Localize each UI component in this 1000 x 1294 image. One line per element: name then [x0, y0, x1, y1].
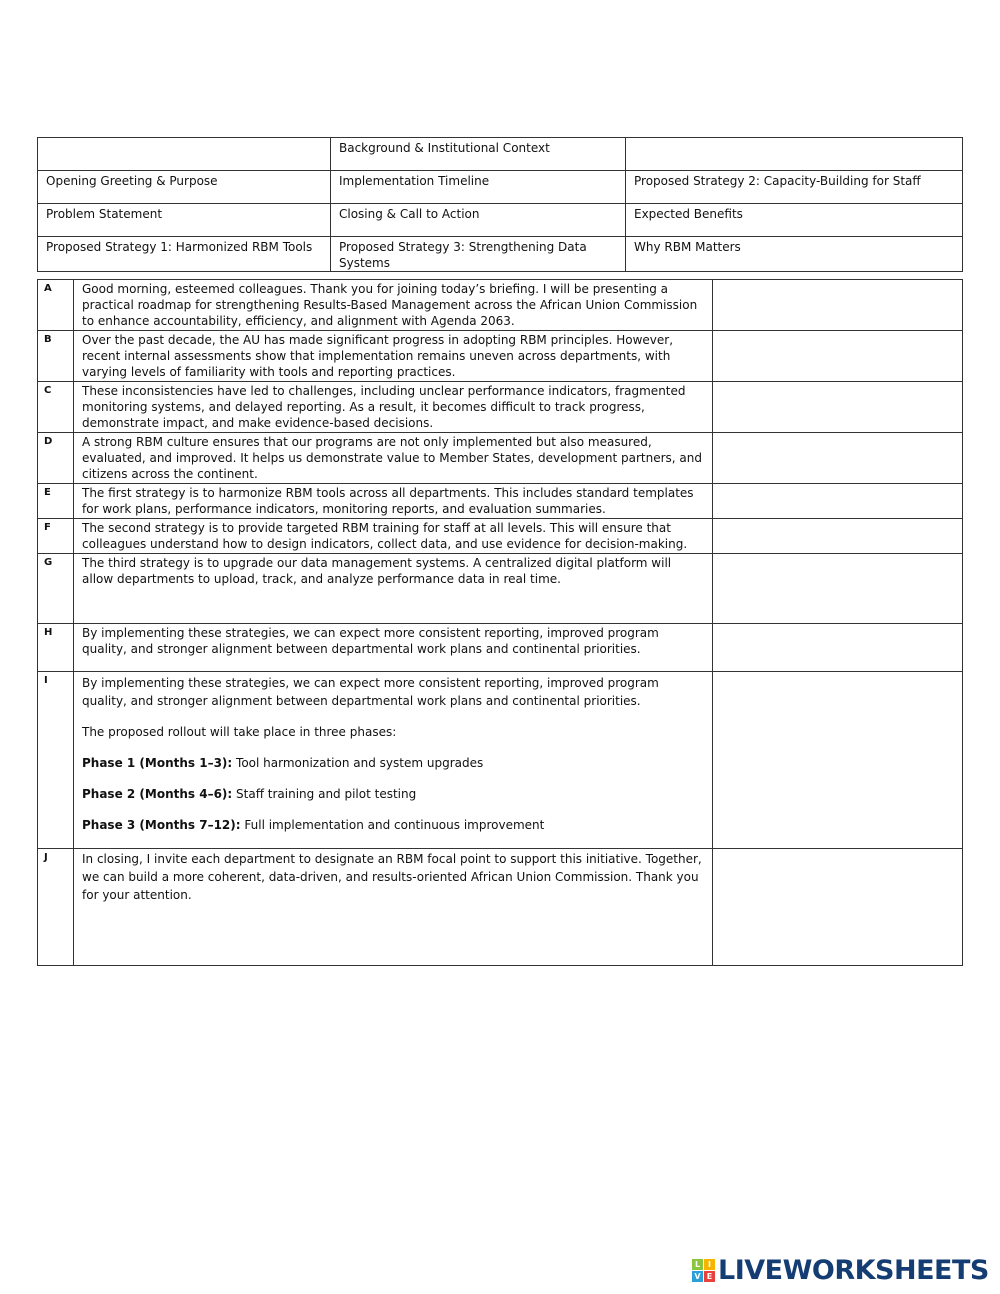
phase-text: Full implementation and continuous improvement — [240, 818, 545, 832]
row-letter: G — [38, 554, 74, 624]
paragraph-text: The first strategy is to harmonize RBM tools across all departments. This includes standard templates for work plans, performance indicators, monitoring reports, and evaluation summaries. — [74, 484, 713, 519]
phase-item — [82, 816, 704, 834]
options-table — [37, 137, 963, 272]
paragraph: The proposed rollout will take place in three phases: — [82, 725, 397, 739]
logo-text: LIVEWORKSHEETS — [718, 1255, 989, 1286]
row-letter: E — [38, 484, 74, 519]
answer-cell[interactable] — [713, 519, 963, 554]
paragraph-text: By implementing these strategies, we can expect more consistent reporting, improved program quality, and stronger alignment between departmental work plans and continental priorities. — [74, 624, 713, 672]
paragraph-text: Over the past decade, the AU has made significant progress in adopting RBM principles. However, recent internal assessments show that implementation remains uneven across departments, with varying levels of familiarity with tools and reporting practices. — [74, 331, 713, 382]
paragraph-text: The third strategy is to upgrade our data management systems. A centralized digital platform will allow departments to upload, track, and analyze performance data in real time. — [74, 554, 713, 624]
phase-text: Staff training and pilot testing — [232, 787, 417, 801]
row-letter: D — [38, 433, 74, 484]
option-cell: Closing & Call to Action — [331, 204, 626, 237]
paragraph-text: A strong RBM culture ensures that our programs are not only implemented but also measured, evaluated, and improved. It helps us demonstrate value to Member States, development partners, and citizens across the continent. — [74, 433, 713, 484]
option-cell: Opening Greeting & Purpose — [38, 171, 331, 204]
option-cell: Implementation Timeline — [331, 171, 626, 204]
phase-item — [82, 785, 704, 803]
option-cell — [38, 138, 331, 171]
answer-cell[interactable] — [713, 280, 963, 331]
answer-cell[interactable] — [713, 672, 963, 849]
phase-label: Phase 1 (Months 1–3): — [82, 756, 233, 770]
phase-label: Phase 2 (Months 4–6): — [82, 787, 233, 801]
answer-cell[interactable] — [713, 484, 963, 519]
logo-icon: L I V E — [692, 1259, 715, 1282]
paragraph-text — [74, 672, 713, 849]
answer-cell[interactable] — [713, 382, 963, 433]
options-row — [38, 204, 963, 237]
table-row — [38, 624, 963, 672]
phase-label: Phase 3 (Months 7–12): — [82, 818, 241, 832]
phase-text: Tool harmonization and system upgrades — [232, 756, 484, 770]
table-row — [38, 672, 963, 849]
paragraph-text: These inconsistencies have led to challenges, including unclear performance indicators, fragmented monitoring systems, and delayed reporting. As a result, it becomes difficult to track progress, demonstrate impact, and make evidence-based decisions. — [74, 382, 713, 433]
row-letter: J — [38, 849, 74, 966]
paragraph: By implementing these strategies, we can expect more consistent reporting, improved program quality, and stronger alignment between departmental work plans and continental priorities. — [82, 676, 659, 708]
table-row — [38, 484, 963, 519]
table-row — [38, 849, 963, 966]
row-letter: B — [38, 331, 74, 382]
answer-cell[interactable] — [713, 624, 963, 672]
row-letter: F — [38, 519, 74, 554]
paragraph-text: The second strategy is to provide targeted RBM training for staff at all levels. This will ensure that colleagues understand how to design indicators, collect data, and use evidence for decision-making. — [74, 519, 713, 554]
row-letter: I — [38, 672, 74, 849]
options-row — [38, 171, 963, 204]
answer-cell[interactable] — [713, 849, 963, 966]
matching-table — [37, 279, 963, 966]
row-letter: H — [38, 624, 74, 672]
paragraph-text: In closing, I invite each department to designate an RBM focal point to support this initiative. Together, we can build a more coherent, data-driven, and results-oriented African Union Commission. Thank you for your attention. — [74, 849, 713, 966]
row-letter: A — [38, 280, 74, 331]
option-cell — [626, 138, 963, 171]
table-row — [38, 433, 963, 484]
table-row — [38, 519, 963, 554]
table-row — [38, 554, 963, 624]
answer-cell[interactable] — [713, 433, 963, 484]
table-row — [38, 331, 963, 382]
option-cell: Background & Institutional Context — [331, 138, 626, 171]
option-cell: Proposed Strategy 3: Strengthening Data Systems — [331, 237, 626, 272]
row-letter: C — [38, 382, 74, 433]
option-cell: Proposed Strategy 1: Harmonized RBM Tools — [38, 237, 331, 272]
options-row — [38, 237, 963, 272]
paragraph-text: Good morning, esteemed colleagues. Thank you for joining today’s briefing. I will be presenting a practical roadmap for strengthening Results-Based Management across the African Union Commission to enhance accountability, efficiency, and alignment with Agenda 2063. — [74, 280, 713, 331]
phase-item — [82, 754, 704, 772]
options-row — [38, 138, 963, 171]
option-cell: Why RBM Matters — [626, 237, 963, 272]
option-cell: Proposed Strategy 2: Capacity-Building for Staff — [626, 171, 963, 204]
table-row — [38, 382, 963, 433]
table-row — [38, 280, 963, 331]
option-cell: Expected Benefits — [626, 204, 963, 237]
liveworksheets-logo — [692, 1255, 989, 1286]
option-cell: Problem Statement — [38, 204, 331, 237]
answer-cell[interactable] — [713, 554, 963, 624]
answer-cell[interactable] — [713, 331, 963, 382]
